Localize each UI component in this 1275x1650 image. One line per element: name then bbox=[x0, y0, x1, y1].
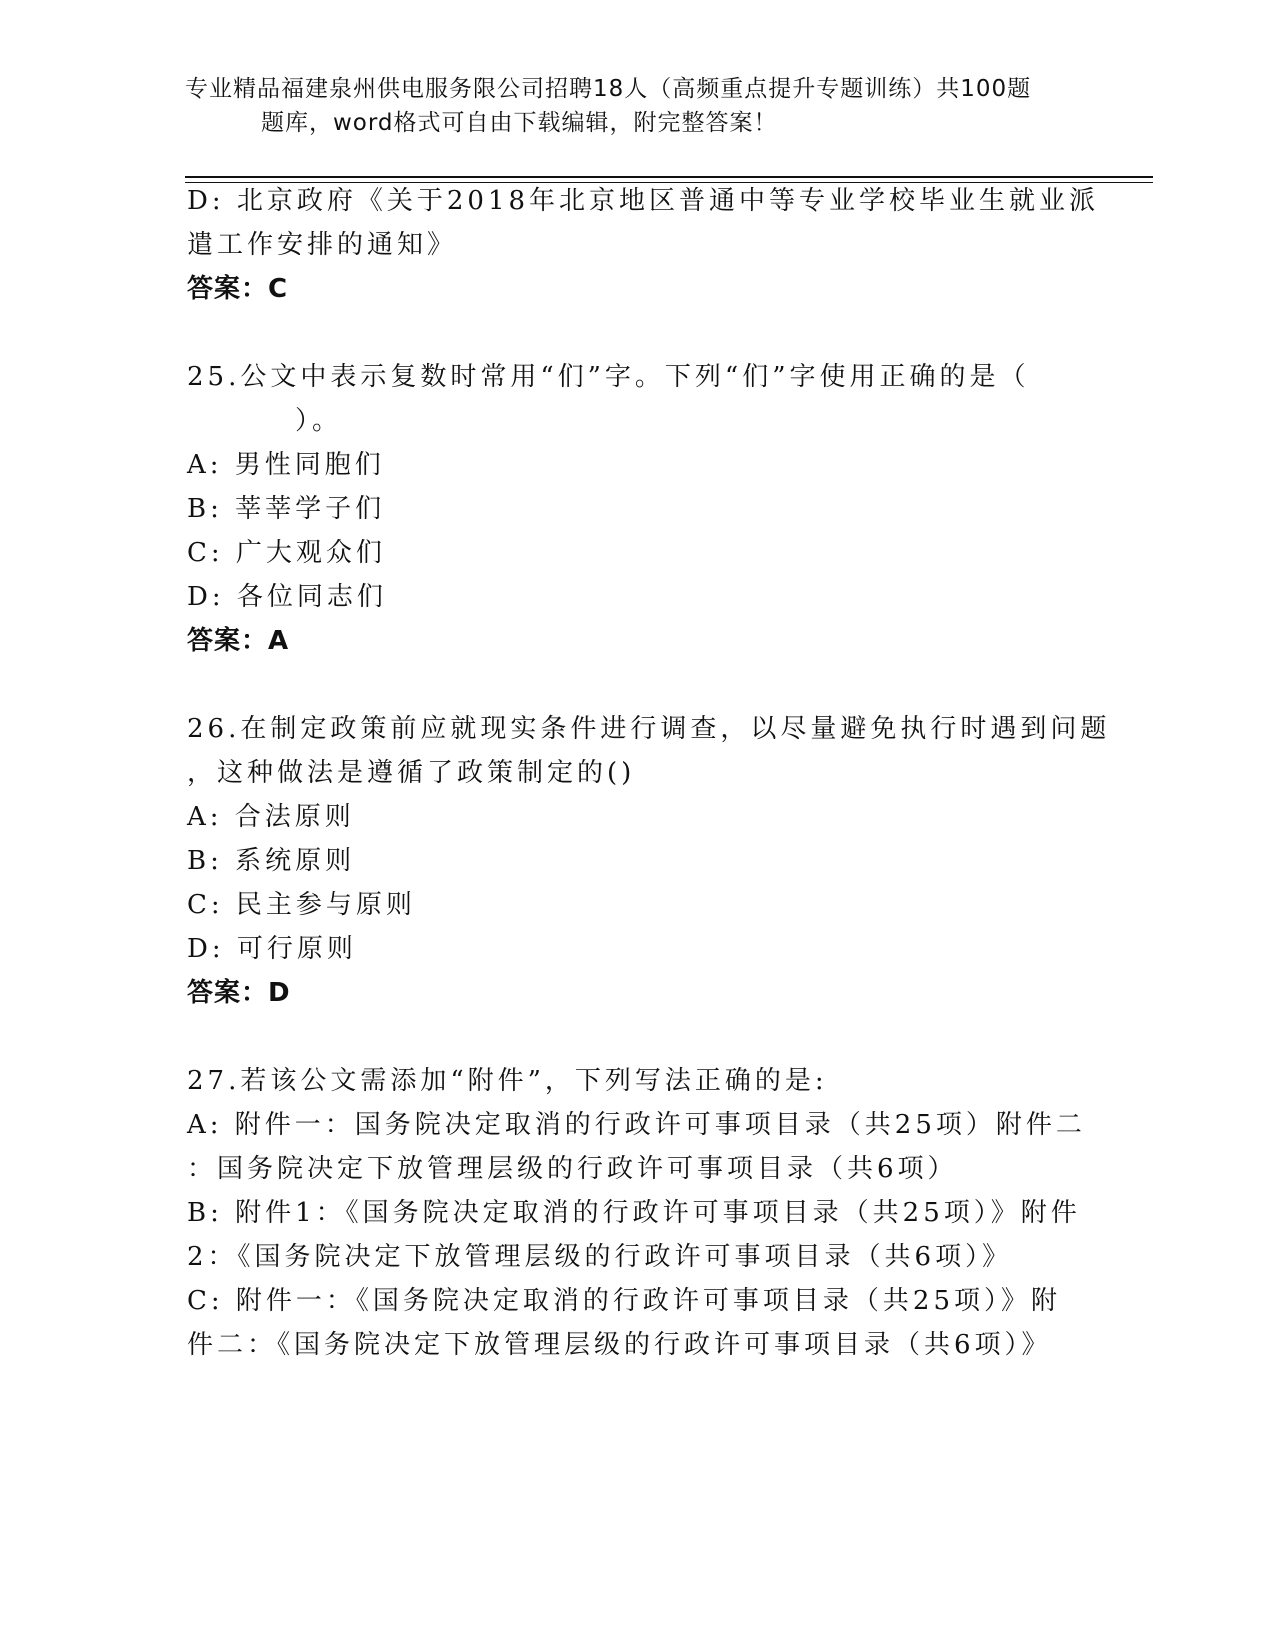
document-header bbox=[185, 72, 1085, 140]
q27-option-a-line-2: ：国务院决定下放管理层级的行政许可事项目录（共6项） bbox=[187, 1154, 958, 1184]
q26-answer: 答案：D bbox=[187, 978, 291, 1008]
q26-option-d: D: 可行原则 bbox=[187, 934, 357, 964]
header-title-line-1: 专业精品福建泉州供电服务限公司招聘18人（高频重点提升专题训练）共100题 bbox=[185, 76, 1032, 102]
q25-option-d: D: 各位同志们 bbox=[187, 582, 387, 612]
q27-option-b-line-2: 2：《国务院决定下放管理层级的行政许可事项目录（共6项）》 bbox=[187, 1242, 1013, 1272]
q26-option-a: A: 合法原则 bbox=[187, 802, 355, 832]
q27-option-c-line-2: 件二：《国务院决定下放管理层级的行政许可事项目录（共6项）》 bbox=[187, 1330, 1052, 1360]
q27-option-b-line-1: B: 附件1：《国务院决定取消的行政许可事项目录（共25项）》附件 bbox=[187, 1198, 1081, 1228]
header-divider-thick bbox=[185, 176, 1153, 178]
q26-option-c: C: 民主参与原则 bbox=[187, 890, 416, 920]
q27-option-a-line-1: A: 附件一：国务院决定取消的行政许可事项目录（共25项）附件二 bbox=[187, 1110, 1086, 1140]
q25-option-c: C: 广大观众们 bbox=[187, 538, 386, 568]
q26-option-b: B: 系统原则 bbox=[187, 846, 356, 876]
q24-option-d-line-1: D: 北京政府《关于2018年北京地区普通中等专业学校毕业生就业派 bbox=[187, 186, 1100, 216]
q24-option-d-line-2: 遣工作安排的通知》 bbox=[187, 230, 458, 260]
q25-option-a: A: 男性同胞们 bbox=[187, 450, 385, 480]
q25-answer: 答案：A bbox=[187, 626, 290, 656]
q25-stem-line-1: 25.公文中表示复数时常用“们”字。下列“们”字使用正确的是（ bbox=[187, 362, 1030, 392]
q25-stem-line-2: ）。 bbox=[295, 406, 343, 436]
q25-option-b: B: 莘莘学子们 bbox=[187, 494, 386, 524]
header-divider-thin bbox=[185, 182, 1153, 183]
header-title-line-2: 题库，word格式可自由下载编辑，附完整答案！ bbox=[261, 110, 778, 136]
q24-answer: 答案：C bbox=[187, 274, 289, 304]
q27-stem: 27.若该公文需添加“附件”，下列写法正确的是: bbox=[187, 1066, 828, 1096]
q27-option-c-line-1: C: 附件一：《国务院决定取消的行政许可事项目录（共25项）》附 bbox=[187, 1286, 1062, 1316]
q26-stem-line-2: ，这种做法是遵循了政策制定的() bbox=[187, 758, 636, 788]
q26-stem-line-1: 26.在制定政策前应就现实条件进行调查，以尽量避免执行时遇到问题 bbox=[187, 714, 1111, 744]
